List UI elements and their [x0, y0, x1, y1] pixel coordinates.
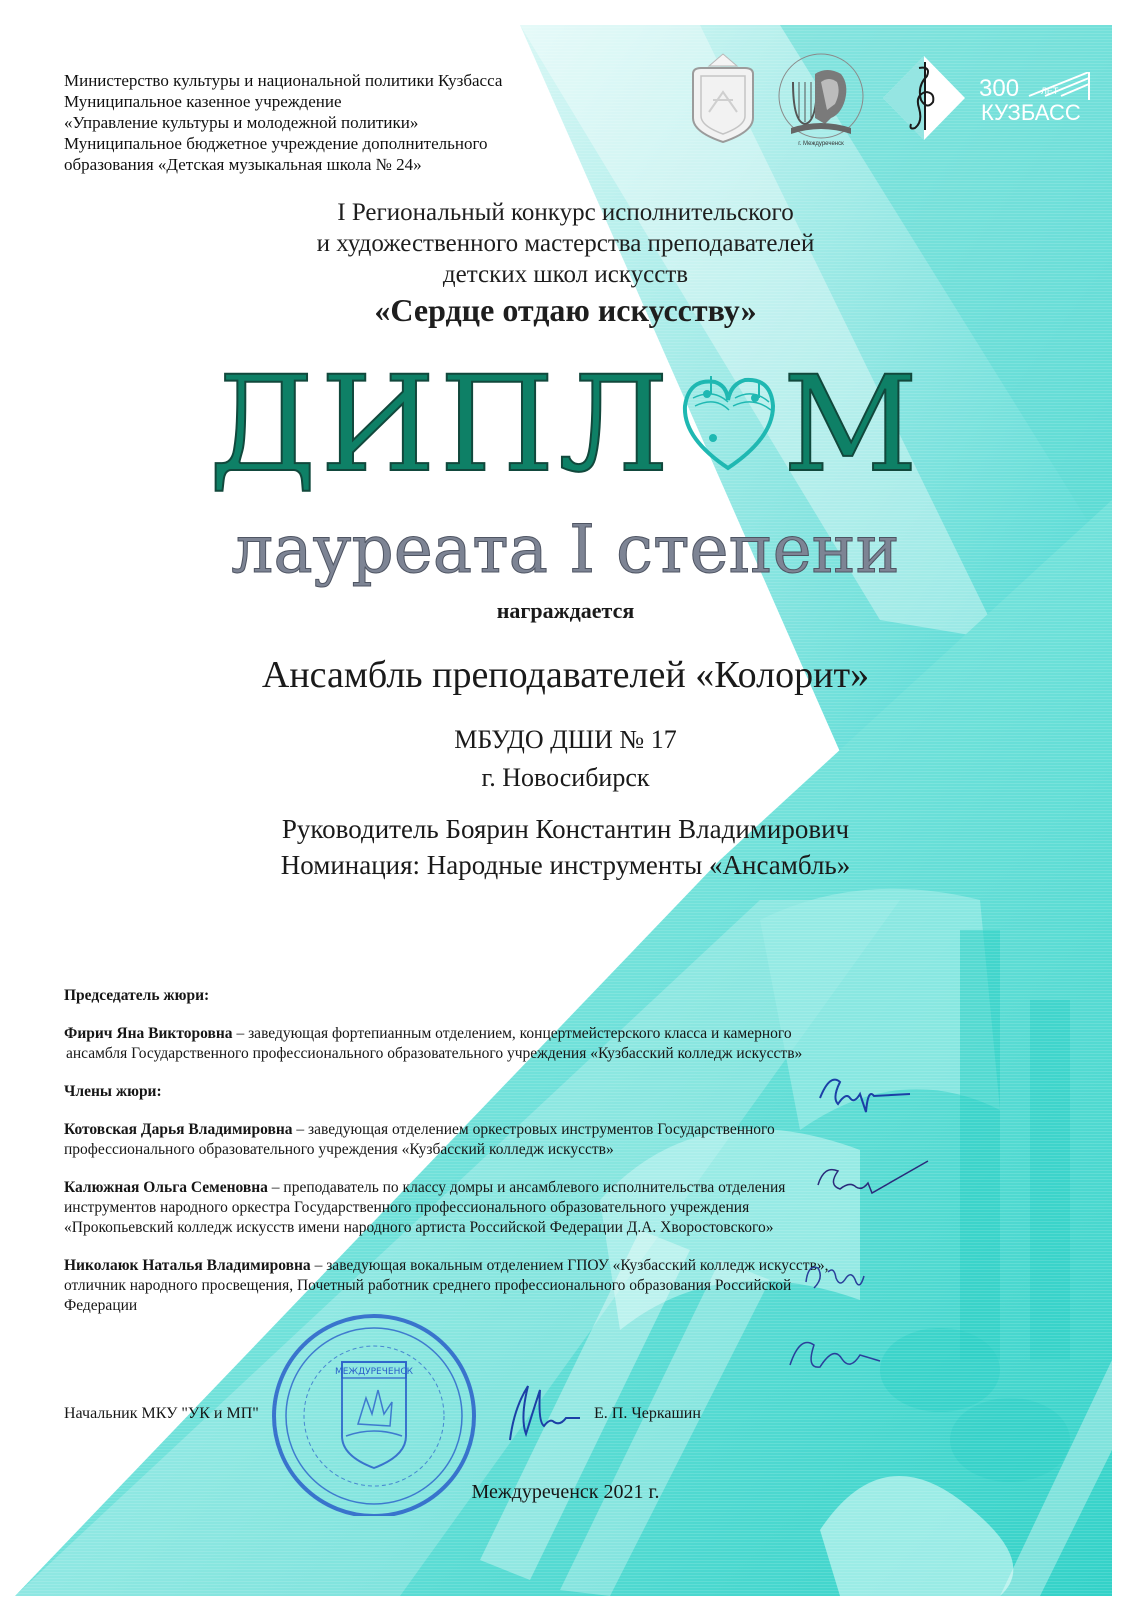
issuer-line: Министерство культуры и национальной политики Кузбасса [64, 71, 503, 90]
contest-motto: «Сердце отдаю искусству» [374, 292, 757, 328]
kuzbass-300-icon [979, 72, 1101, 128]
jury-member-name: Калюжная Ольга Семеновна [64, 1179, 268, 1196]
awarded-label: награждается [496, 598, 635, 623]
nomination: Номинация: Народные инструменты «Ансамбль» [280, 850, 851, 880]
jury-member-name: Фирич Яна Викторовна [64, 1025, 233, 1042]
ensemble-leader: Руководитель Боярин Константин Владимирович [281, 814, 850, 844]
treble-clef-violin-icon [881, 52, 967, 144]
issuer-line: Муниципальное бюджетное учреждение дополнительного [64, 134, 488, 153]
diploma-title [0, 348, 1131, 502]
lyre-profile-emblem-icon [775, 52, 867, 147]
contest-line-2: и художественного мастерства преподавателей [316, 230, 815, 257]
jury-member-role-cont: профессионального образовательного учреждения «Кузбасский колледж искусств» [64, 1141, 614, 1158]
svg-text:г. Междуреченск: г. Междуреченск [798, 141, 844, 147]
jury-member-role-cont: «Прокопьевский колледж искусств имени народного артиста Российской Федерации Д.А. Хворостовского» [64, 1219, 774, 1236]
jury-chair [64, 1024, 1054, 1064]
signature-chair-icon [810, 1068, 920, 1118]
recipient-school: МБУДО ДШИ № 17 [454, 725, 677, 754]
issuer-line: образования «Детская музыкальная школа № 24» [64, 155, 422, 174]
signature-member-2-icon [800, 1258, 870, 1298]
svg-text:ЛЕТ: ЛЕТ [1041, 86, 1059, 96]
jury-member-role-cont: инструментов народного оркестра Государственного профессионального образовательного учреждения [64, 1199, 750, 1216]
head-name: Е. П. Черкашин [594, 1405, 701, 1422]
jury-chair-heading: Председатель жюри: [64, 987, 210, 1004]
jury-member-role-cont: ансамбля Государственного профессионального образовательного учреждения «Кузбасский колледж искусств» [66, 1045, 803, 1062]
title-part-1: ДИПЛ [209, 348, 673, 502]
svg-text:300: 300 [979, 75, 1020, 102]
issuer-line: «Управление культуры и молодежной политики» [64, 113, 419, 132]
head-role: Начальник МКУ "УК и МП" [64, 1405, 259, 1422]
recipient-name: Ансамбль преподавателей «Колорит» [261, 654, 870, 696]
logos-row [683, 52, 1103, 147]
contest-title [0, 197, 1131, 330]
degree-line: лауреата I степени [231, 511, 900, 588]
jury-member-name: Котовская Дарья Владимировна [64, 1121, 293, 1138]
svg-text:МЕЖДУРЕЧЕНСК: МЕЖДУРЕЧЕНСК [334, 1367, 414, 1377]
jury-member-role: – заведующая отделением оркестровых инструментов Государственного [292, 1121, 775, 1138]
contest-line-1: I Региональный конкурс исполнительского [337, 199, 794, 226]
music-heart-icon [673, 368, 783, 478]
jury-member-role-cont: отличник народного просвещения, Почетный работник среднего профессионального образования Российской [64, 1277, 792, 1294]
coat-of-arms-icon [687, 52, 759, 144]
issuer-line: Муниципальное казенное учреждение [64, 92, 342, 111]
signature-head-icon [500, 1378, 590, 1448]
official-stamp-icon [254, 1306, 494, 1516]
signature-member-3-icon [780, 1325, 890, 1385]
jury-member [64, 1256, 1054, 1316]
recipient-city: г. Новосибирск [481, 763, 650, 792]
issuer-block [64, 70, 502, 175]
jury-member [64, 1120, 1054, 1160]
signature-member-1-icon [810, 1155, 930, 1200]
jury-member-name: Николаюк Наталья Владимировна [64, 1257, 311, 1274]
contest-line-3: детских школ искусств [442, 261, 689, 288]
jury-member-role: – заведующая фортепианным отделением, концертмейстерского класса и камерного [232, 1025, 792, 1042]
place-and-year: Междуреченск 2021 г. [471, 1481, 660, 1503]
jury-member-role-cont: Федерации [64, 1297, 138, 1314]
jury-member-role: – заведующая вокальным отделением ГПОУ «Кузбасский колледж искусств», [310, 1257, 829, 1274]
svg-text:КУЗБАСС: КУЗБАСС [981, 100, 1081, 125]
jury-members-heading: Члены жюри: [64, 1083, 162, 1100]
jury-member-role: – преподаватель по классу домры и ансамблевого исполнительства отделения [267, 1179, 786, 1196]
title-part-2: М [782, 348, 922, 502]
